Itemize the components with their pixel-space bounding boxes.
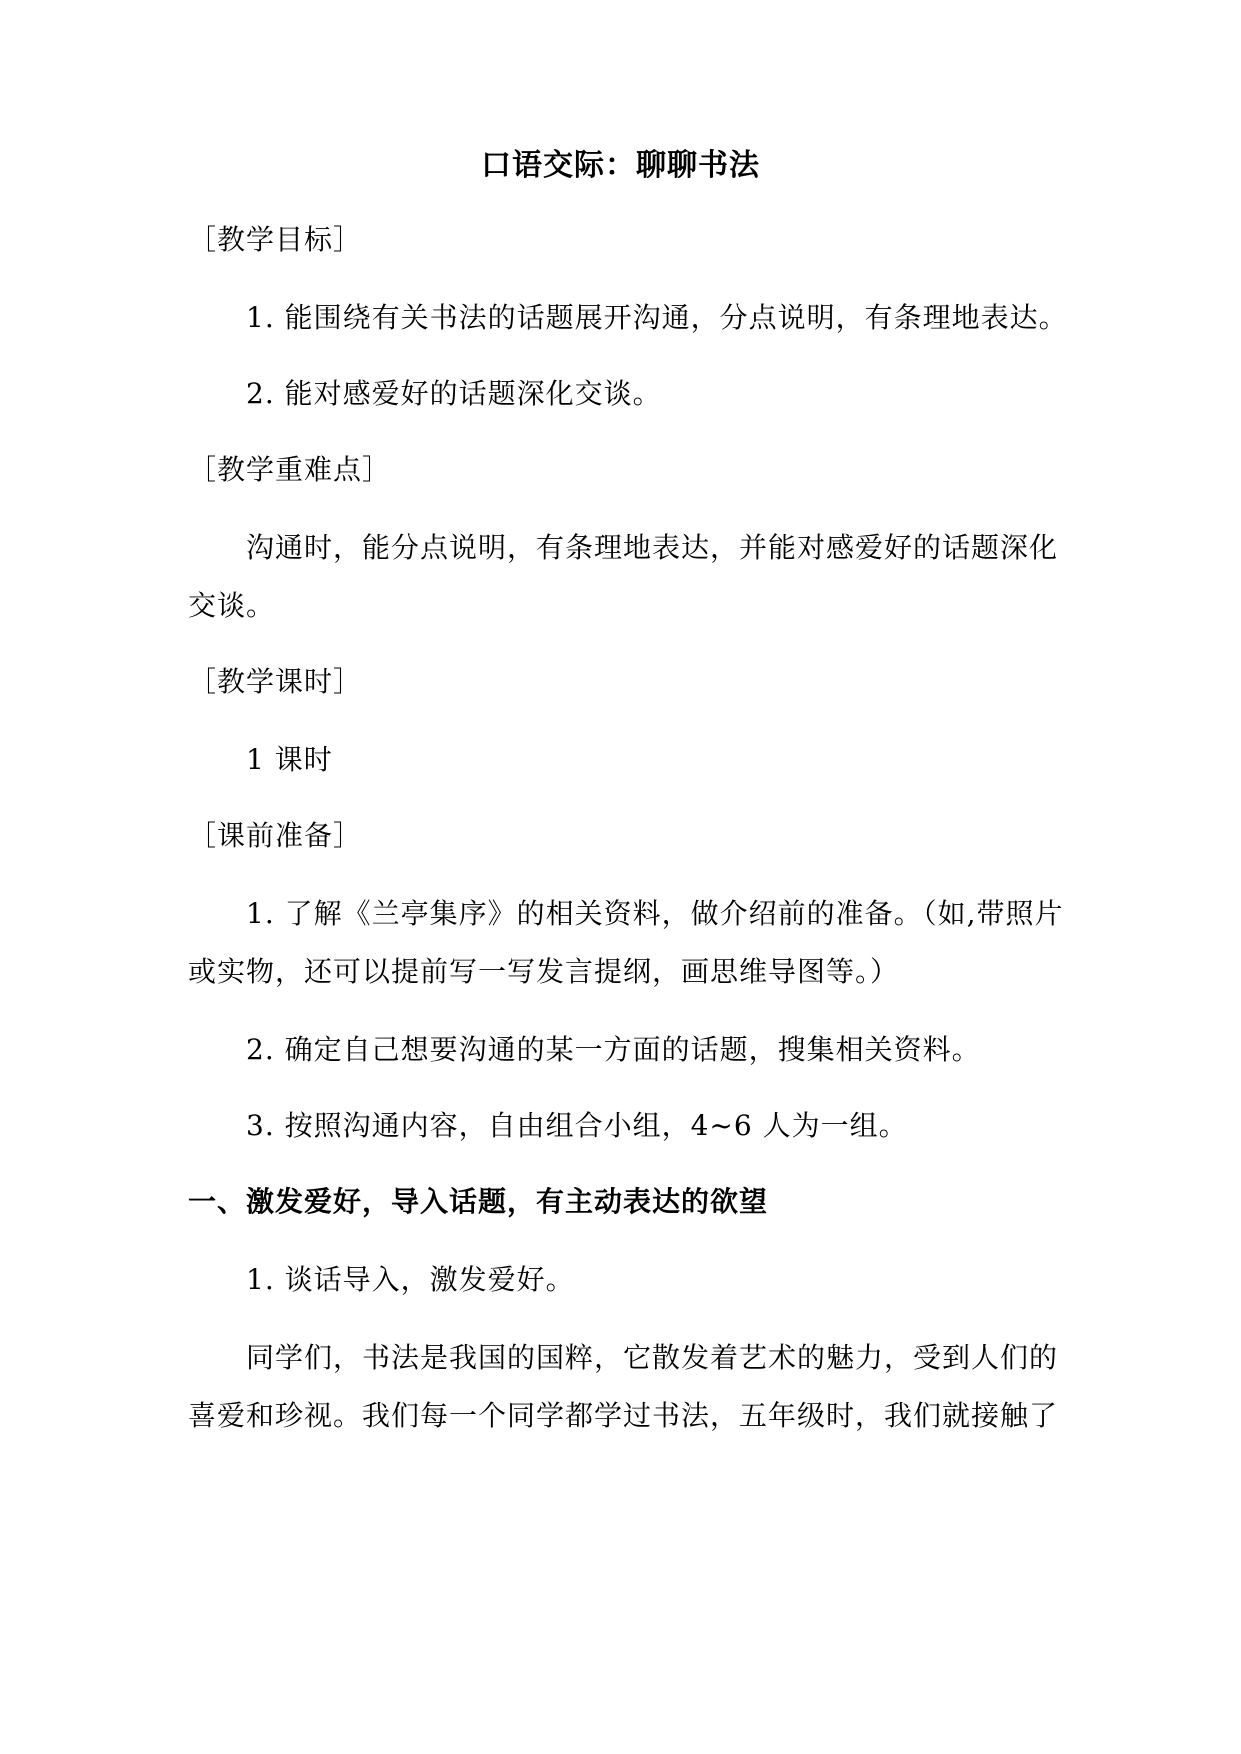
key-points-line-2: 交谈。 xyxy=(188,589,276,622)
part-1-para-line-2: 喜爱和珍视。我们每一个同学都学过书法，五年级时，我们就接触了 xyxy=(188,1399,1059,1432)
objective-1: 1. 能围绕有关书法的话题展开沟通，分点说明，有条理地表达。 xyxy=(246,301,1068,334)
prep-1-line-2: 或实物，还可以提前写一写发言提纲，画思维导图等。） xyxy=(188,955,900,988)
prep-2: 2. 确定自己想要沟通的某一方面的话题，搜集相关资料。 xyxy=(246,1033,981,1066)
part-1-step-1: 1. 谈话导入，激发爱好。 xyxy=(246,1263,575,1296)
key-points-heading: ［教学重难点］ xyxy=(188,453,392,486)
document-title: 口语交际：聊聊书法 xyxy=(481,148,760,183)
prep-3: 3. 按照沟通内容，自由组合小组，4~6 人为一组。 xyxy=(246,1109,908,1142)
part-1-para-line-1: 同学们，书法是我国的国粹，它散发着艺术的魅力，受到人们的 xyxy=(246,1341,1059,1374)
objectives-heading: ［教学目标］ xyxy=(188,223,363,256)
objective-2: 2. 能对感爱好的话题深化交谈。 xyxy=(246,377,662,410)
preparation-heading: ［课前准备］ xyxy=(188,819,363,852)
prep-1-line-1: 1. 了解《兰亭集序》的相关资料，做介绍前的准备。（如,带照片 xyxy=(246,897,1064,930)
periods-heading: ［教学课时］ xyxy=(188,665,363,698)
part-1-heading: 一、激发爱好，导入话题，有主动表达的欲望 xyxy=(188,1185,769,1218)
periods-value: 1 课时 xyxy=(246,743,333,776)
key-points-line-1: 沟通时，能分点说明，有条理地表达，并能对感爱好的话题深化 xyxy=(246,531,1059,564)
